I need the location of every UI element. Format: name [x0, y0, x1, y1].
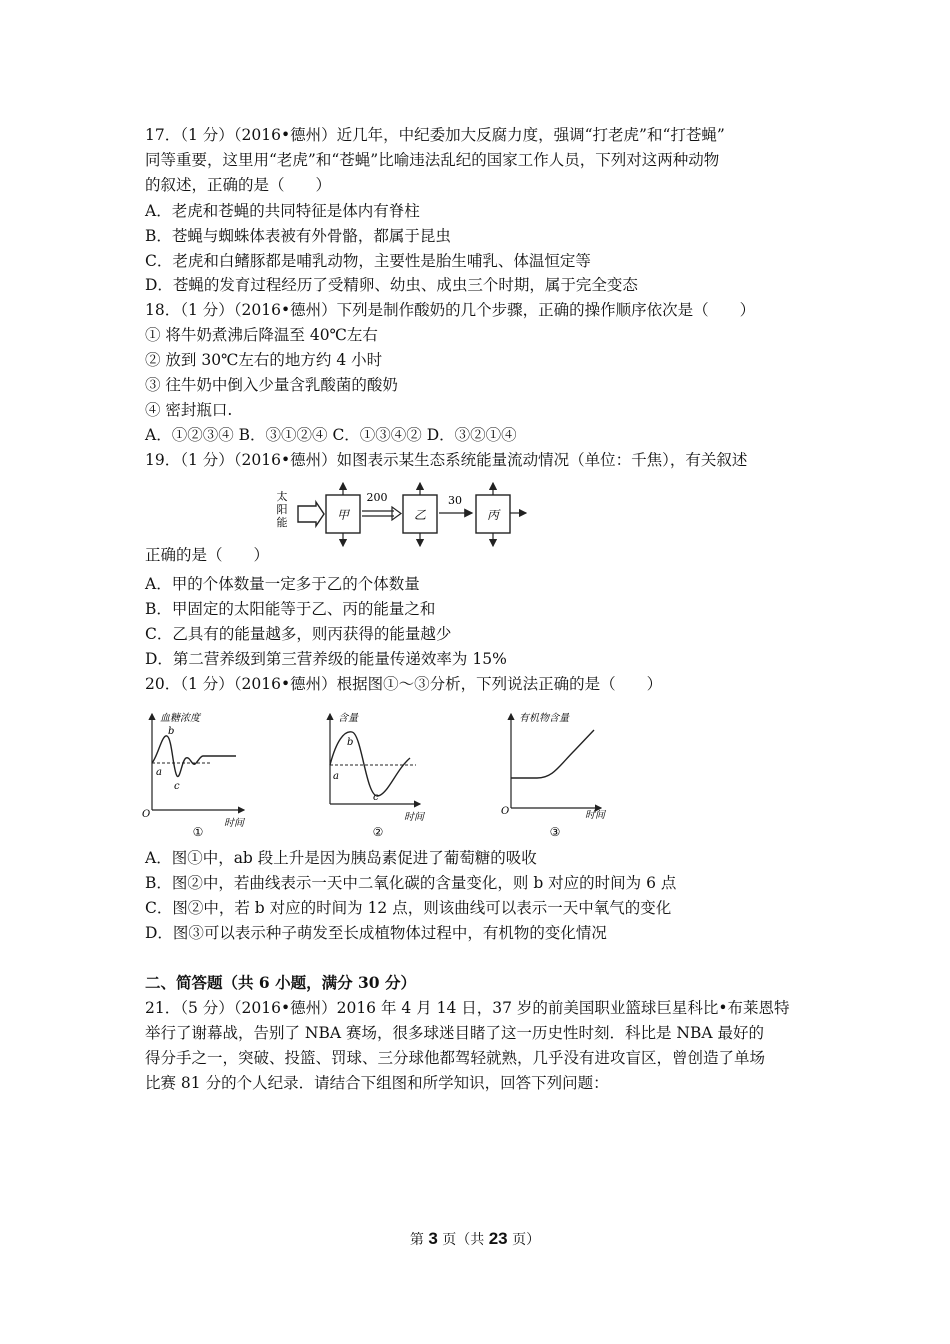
graph-2-point-c: c	[373, 792, 379, 803]
graph-1-point-b: b	[168, 726, 175, 737]
q19-option-b: B．甲固定的太阳能等于乙、丙的能量之和	[145, 600, 436, 618]
graph-3-xlabel: 时间	[585, 810, 605, 821]
node-jia-label: 甲	[336, 508, 350, 522]
q17-option-b: B．苍蝇与蜘蛛体表被有外骨骼，都属于昆虫	[145, 227, 451, 245]
graph-3-curve	[511, 730, 594, 778]
q17-stem-line-3: 的叙述，正确的是（ ）	[145, 176, 332, 194]
footer-prefix: 第	[409, 1232, 429, 1248]
q19-option-d: D．第二营养级到第三营养级的能量传递效率为 15%	[145, 650, 507, 668]
graph-1-curve	[152, 736, 236, 777]
graph-2-caption: ②	[372, 825, 384, 839]
q17-stem-line-2: 同等重要，这里用“老虎”和“苍蝇”比喻违法乱纪的国家工作人员，下列对这两种动物	[145, 151, 720, 169]
section-2-title: 二、简答题（共 6 小题，满分 30 分）	[145, 973, 416, 992]
footer-suffix: 页）	[507, 1232, 541, 1248]
q21-stem-line-1: 21．（5 分）（2016•德州）2016 年 4 月 14 日，37 岁的前美国职业篮球巨星科比•布莱恩特	[145, 999, 790, 1017]
q18-step-3: ③ 往牛奶中倒入少量含乳酸菌的酸奶	[145, 376, 398, 394]
q18-step-1: ① 将牛奶煮沸后降温至 40℃左右	[145, 326, 378, 344]
graph-2-content	[320, 708, 435, 840]
q17-option-c: C．老虎和白鳍豚都是哺乳动物，主要性是胎生哺乳、体温恒定等	[145, 252, 591, 270]
graph-1-point-c: c	[174, 781, 180, 792]
graph-1-origin: O	[142, 809, 151, 820]
q18-options: A．①②③④ B．③①②④ C．①③④② D．③②①④	[145, 426, 517, 444]
source-label-3: 能	[276, 516, 288, 529]
q19-stem-2: 正确的是（ ）	[145, 546, 270, 564]
footer-middle: 页（共	[437, 1232, 489, 1248]
q18-stem: 18．（1 分）（2016•德州）下列是制作酸奶的几个步骤，正确的操作顺序依次是（ ）	[145, 301, 756, 319]
graph-2-point-a: a	[333, 771, 339, 782]
graph-2-curve	[330, 732, 410, 796]
footer-total-pages: 23	[488, 1229, 508, 1248]
node-yi-label: 乙	[413, 508, 427, 522]
graph-3-organic-matter	[495, 708, 610, 840]
q21-stem-line-3: 得分手之一，突破、投篮、罚球、三分球他都驾轻就熟，几乎没有进攻盲区，曾创造了单场	[145, 1049, 766, 1067]
q20-option-a: A．图①中，ab 段上升是因为胰岛素促进了葡萄糖的吸收	[145, 849, 537, 867]
source-label-2: 阳	[276, 503, 288, 516]
q18-step-2: ② 放到 30℃左右的地方约 4 小时	[145, 351, 383, 369]
graph-1-ylabel: 血糖浓度	[160, 713, 200, 724]
q19-option-c: C．乙具有的能量越多，则丙获得的能量越少	[145, 625, 452, 643]
energy-flow-diagram	[270, 478, 540, 552]
q17-option-a: A．老虎和苍蝇的共同特征是体内有脊柱	[145, 202, 420, 220]
graph-1-point-a: a	[156, 767, 162, 778]
graph-3-ylabel: 有机物含量	[519, 713, 569, 724]
flow-30-label: 30	[448, 494, 462, 507]
q17-option-d: D．苍蝇的发育过程经历了受精卵、幼虫、成虫三个时期，属于完全变态	[145, 276, 638, 294]
q19-option-a: A．甲的个体数量一定多于乙的个体数量	[145, 575, 420, 593]
graph-3-origin: O	[501, 806, 510, 817]
q21-stem-line-2: 举行了谢幕战，告别了 NBA 赛场，很多球迷目睹了这一历史性时刻．科比是 NBA 最好的	[145, 1024, 765, 1042]
node-bing-label: 丙	[486, 508, 500, 522]
graph-1-caption: ①	[192, 825, 204, 839]
graph-2-xlabel: 时间	[404, 812, 424, 823]
footer-page-number: 3	[428, 1229, 438, 1248]
graph-2-point-b: b	[347, 737, 354, 748]
graph-1-blood-glucose	[140, 708, 250, 840]
sun-input-arrow	[298, 502, 324, 526]
page-footer	[0, 1229, 950, 1249]
q20-option-b: B．图②中，若曲线表示一天中二氧化碳的含量变化，则 b 对应的时间为 6 点	[145, 874, 677, 892]
graph-1-xlabel: 时间	[224, 818, 244, 829]
q19-stem: 19．（1 分）（2016•德州）如图表示某生态系统能量流动情况（单位：千焦），有关叙述	[145, 451, 748, 469]
q20-option-c: C．图②中，若 b 对应的时间为 12 点，则该曲线可以表示一天中氧气的变化	[145, 899, 672, 917]
flow-200-arrowhead	[392, 507, 401, 520]
graph-3-caption: ③	[549, 825, 561, 839]
q21-stem-line-4: 比赛 81 分的个人纪录．请结合下组图和所学知识，回答下列问题：	[145, 1074, 609, 1092]
q18-step-4: ④ 密封瓶口.	[145, 401, 233, 419]
q17-stem-line-1: 17．（1 分）（2016•德州）近几年，中纪委加大反腐力度，强调“打老虎”和“打苍蝇”	[145, 126, 725, 144]
q20-stem: 20．（1 分）（2016•德州）根据图①～③分析，下列说法正确的是（ ）	[145, 675, 663, 693]
graph-2-ylabel: 含量	[338, 713, 358, 724]
source-label-1: 太	[276, 490, 288, 503]
flow-200-label: 200	[366, 491, 388, 504]
q20-option-d: D．图③可以表示种子萌发至长成植物体过程中，有机物的变化情况	[145, 924, 607, 942]
